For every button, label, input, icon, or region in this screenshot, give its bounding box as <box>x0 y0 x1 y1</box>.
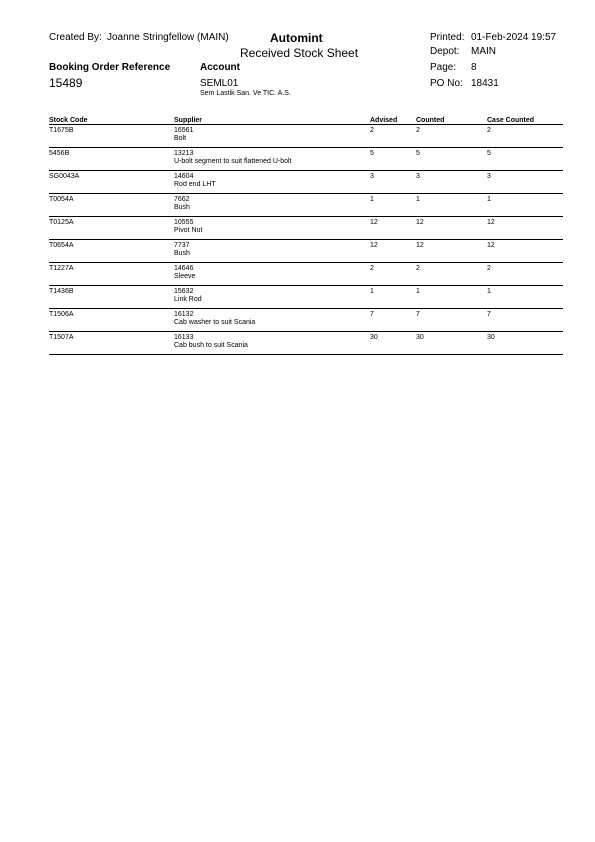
booking-ref-value: 15489 <box>49 76 83 90</box>
supplier-code: 16561 <box>174 127 194 134</box>
cell-advised <box>370 217 416 240</box>
advised-qty: 2 <box>370 127 374 134</box>
item-description: Bush <box>174 250 190 257</box>
advised-qty: 3 <box>370 173 374 180</box>
cell-counted <box>416 309 487 332</box>
cell-advised <box>370 125 416 148</box>
stock-code: T0125A <box>49 219 74 226</box>
depot-label: Depot: <box>430 46 460 57</box>
cell-stock-code <box>49 217 174 240</box>
col-stock-code: Stock Code <box>49 115 174 125</box>
table-row <box>49 194 563 217</box>
table-row <box>49 240 563 263</box>
cell-supplier <box>174 217 370 240</box>
col-supplier: Supplier <box>174 115 370 125</box>
supplier-code: 16132 <box>174 311 194 318</box>
cell-supplier <box>174 332 370 355</box>
item-description: Bush <box>174 204 190 211</box>
printed-label: Printed: <box>430 32 465 43</box>
cell-counted <box>416 148 487 171</box>
counted-qty: 2 <box>416 265 420 272</box>
counted-qty: 1 <box>416 288 420 295</box>
stock-code: T1675B <box>49 127 74 134</box>
po-label: PO No: <box>430 78 463 89</box>
stock-code: T1506A <box>49 311 74 318</box>
company-name: Automint <box>270 31 323 45</box>
counted-qty: 12 <box>416 242 424 249</box>
cell-case-counted <box>487 332 563 355</box>
table-row <box>49 217 563 240</box>
col-case-counted: Case Counted <box>487 115 563 125</box>
cell-case-counted <box>487 309 563 332</box>
cell-counted <box>416 240 487 263</box>
stock-code: T0054A <box>49 196 74 203</box>
table-row <box>49 125 563 148</box>
supplier-code: 13213 <box>174 150 194 157</box>
col-advised: Advised <box>370 115 416 125</box>
item-description: Cab bush to suit Scania <box>174 342 248 349</box>
table-row <box>49 332 563 355</box>
depot-value: MAIN <box>471 46 496 57</box>
stock-code: SG0043A <box>49 173 80 180</box>
advised-qty: 1 <box>370 196 374 203</box>
item-description: Pivot Nut <box>174 227 203 234</box>
created-by-value: Joanne Stringfellow (MAIN) <box>107 32 229 43</box>
page-label: Page: <box>430 62 457 73</box>
cell-supplier <box>174 286 370 309</box>
cell-stock-code <box>49 148 174 171</box>
counted-qty: 5 <box>416 150 420 157</box>
case-counted-qty: 1 <box>487 196 491 203</box>
counted-qty: 1 <box>416 196 420 203</box>
cell-case-counted <box>487 263 563 286</box>
item-description: Sleeve <box>174 273 196 280</box>
report-title: Received Stock Sheet <box>240 46 359 60</box>
advised-qty: 12 <box>370 219 378 226</box>
cell-case-counted <box>487 286 563 309</box>
stock-code: T1227A <box>49 265 74 272</box>
advised-qty: 5 <box>370 150 374 157</box>
cell-counted <box>416 263 487 286</box>
cell-advised <box>370 194 416 217</box>
cell-stock-code <box>49 194 174 217</box>
cell-stock-code <box>49 263 174 286</box>
cell-advised <box>370 148 416 171</box>
cell-advised <box>370 240 416 263</box>
table-row <box>49 148 563 171</box>
table-row <box>49 263 563 286</box>
cell-case-counted <box>487 171 563 194</box>
cell-advised <box>370 171 416 194</box>
stock-code: T1436B <box>49 288 74 295</box>
booking-ref-label: Booking Order Reference <box>49 62 171 73</box>
item-description: Cab washer to suit Scania <box>174 319 256 326</box>
table-row <box>49 171 563 194</box>
cell-advised <box>370 309 416 332</box>
col-counted: Counted <box>416 115 487 125</box>
counted-qty: 3 <box>416 173 420 180</box>
item-description: Rod end LHT <box>174 181 216 188</box>
supplier-code: 10555 <box>174 219 194 226</box>
cell-stock-code <box>49 171 174 194</box>
cell-case-counted <box>487 125 563 148</box>
cell-advised <box>370 263 416 286</box>
account-label: Account <box>200 62 240 73</box>
table-row <box>49 309 563 332</box>
cell-supplier <box>174 125 370 148</box>
cell-stock-code <box>49 240 174 263</box>
table-row <box>49 286 563 309</box>
cell-supplier <box>174 148 370 171</box>
stock-code: T0654A <box>49 242 74 249</box>
cell-supplier <box>174 263 370 286</box>
case-counted-qty: 2 <box>487 127 491 134</box>
supplier-code: 14604 <box>174 173 194 180</box>
counted-qty: 30 <box>416 334 424 341</box>
cell-stock-code <box>49 332 174 355</box>
case-counted-qty: 3 <box>487 173 491 180</box>
case-counted-qty: 12 <box>487 219 495 226</box>
printed-value: 01-Feb-2024 19:57 <box>471 32 557 43</box>
cell-supplier <box>174 171 370 194</box>
cell-supplier <box>174 240 370 263</box>
cell-case-counted <box>487 240 563 263</box>
cell-counted <box>416 194 487 217</box>
account-name: Sem Lastik San. Ve TIC. A.S. <box>200 90 291 97</box>
advised-qty: 7 <box>370 311 374 318</box>
table-header-row <box>49 115 563 125</box>
supplier-code: 15632 <box>174 288 194 295</box>
item-description: U-bolt segment to suit flattened U-bolt <box>174 158 292 165</box>
cell-counted <box>416 286 487 309</box>
supplier-code: 14646 <box>174 265 194 272</box>
cell-advised <box>370 332 416 355</box>
cell-case-counted <box>487 217 563 240</box>
advised-qty: 30 <box>370 334 378 341</box>
advised-qty: 2 <box>370 265 374 272</box>
cell-case-counted <box>487 194 563 217</box>
case-counted-qty: 5 <box>487 150 491 157</box>
cell-counted <box>416 171 487 194</box>
item-description: Link Rod <box>174 296 202 303</box>
case-counted-qty: 2 <box>487 265 491 272</box>
advised-qty: 1 <box>370 288 374 295</box>
stock-table <box>49 115 563 355</box>
cell-counted <box>416 125 487 148</box>
stock-code: T1507A <box>49 334 74 341</box>
case-counted-qty: 7 <box>487 311 491 318</box>
created-by-label: Created By: <box>49 32 102 43</box>
supplier-code: 16133 <box>174 334 194 341</box>
counted-qty: 7 <box>416 311 420 318</box>
page-value: 8 <box>471 62 477 73</box>
counted-qty: 12 <box>416 219 424 226</box>
stock-code: 5456B <box>49 150 70 157</box>
supplier-code: 7662 <box>174 196 190 203</box>
counted-qty: 2 <box>416 127 420 134</box>
advised-qty: 12 <box>370 242 378 249</box>
cell-stock-code <box>49 286 174 309</box>
cell-stock-code <box>49 125 174 148</box>
account-code: SEML01 <box>200 78 239 89</box>
case-counted-qty: 30 <box>487 334 495 341</box>
cell-stock-code <box>49 309 174 332</box>
cell-counted <box>416 217 487 240</box>
cell-counted <box>416 332 487 355</box>
item-description: Bolt <box>174 135 187 142</box>
cell-supplier <box>174 309 370 332</box>
supplier-code: 7737 <box>174 242 190 249</box>
po-value: 18431 <box>471 78 499 89</box>
cell-advised <box>370 286 416 309</box>
case-counted-qty: 1 <box>487 288 491 295</box>
cell-case-counted <box>487 148 563 171</box>
case-counted-qty: 12 <box>487 242 495 249</box>
cell-supplier <box>174 194 370 217</box>
